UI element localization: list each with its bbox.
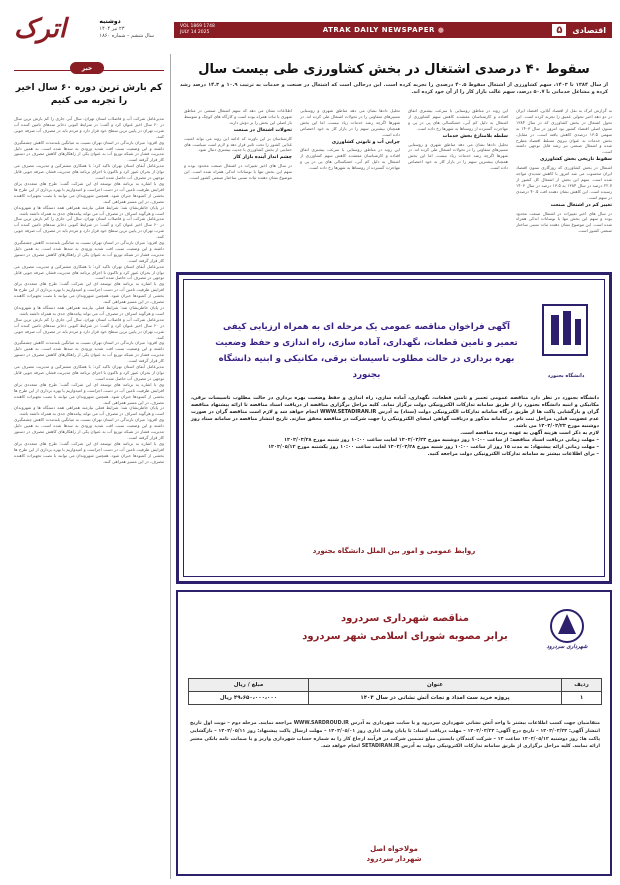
article-column-2: این روند در مناطق روستایی با سرعت بیشتری اتفاق افتاده و کارشناسان معتقدند کاهش سهم کشاورزی از اشتغال به دلیل کم آبی، خشکسالی های پی در پی و مهاجرت گسترده از روستاها به شهرها رخ داده است. سلطه بلامنازع بخش خدمات تحلیل دادها نشان می دهد مناطق شهری و روستایی مسیرهای متفاوتی را در تحولات اشتغال طی کرده اند. در شهرها اگرچه رشد خدمات زیاد نیست، اما این بخش همچنان بیشترین سهم را در بازار کار به خود اختصاص داده است.	[408, 108, 508, 171]
table-header-row	[189, 679, 602, 692]
article-lead: از سال ۱۳۸۴ تا ۱۴۰۳، سهم کشاورزی از اشتغال سقوط ۴۰.۵ درصدی را تجربه کرده است. این درحالی است که اشتغال در صنعت و خدمات به ترتیب ۱۰.۹ و ۱۴.۳ درصد رشد کرده و مشاغل خدماتی با ۵۰.۷ درصد، سهم غالب بازار کار را از آن خود کرده اند.	[180, 82, 608, 95]
table-cell: ۴۹،۶۵۰،۰۰۰،۰۰۰ ریال	[189, 692, 309, 705]
article-column-4: اطلاعات نشان می دهد که سهم اشتغال صنعتی در مناطق شهری با ثبات همراه بوده است و کارگاه های کوچک و متوسط بار اصلی این بخش را بر دوش دارند. تحولات اشتغال در صنعت کارشناسان بر این باورند که ادامه این روند می تواند امنیت غذایی کشور را تحت تاثیر قرار دهد و لازم است سیاست های حمایتی از بخش کشاورزی با جدیت بیشتری دنبال شود. چشم انداز آینده بازار کار در سال های اخیر تغییرات در اشتغال صنعت محدود بوده و سهم این بخش تنها با نوسانات اندکی همراه شده است. این موضوع نشان دهنده ثبات نسبی ساختار صنعتی کشور است.	[184, 108, 292, 181]
brand-name: ATRAK DAILY NEWSPAPER ●	[322, 26, 445, 34]
university-logo-icon	[535, 299, 595, 369]
col-header: عنوان	[309, 679, 562, 692]
article-column-1: به گزارش اترک به نقل از اقتصاد آنلاین، اقتصاد ایران در دو دهه اخیر تحولی عمیق را تجربه کرده است. این تحول اشتغال در بخش کشاورزی که در سال ۱۳۸۴ ستون اصلی اقتصاد کشور بود امروز در سال ۱۴۰۳ به سهمی ۱۳.۵ درصدی کاهش یافته است. در مقابل، بخش خدمات به عنوان نیروی مسلط اقتصاد مطرح شده و اشتغال صنعتی نیز رشد قابل توجهی داشته است. سقوط تاریخی بخش کشاورزی اشتغال در بخش کشاورزی که روزگاری ستون اقتصاد ایران محسوب می شد امروز با کاهش شدیدی مواجه شده است. سهم این بخش از اشتغال کل کشور از ۲۲.۷ درصد در سال ۱۳۸۴ به ۱۳.۵ درصد در سال ۱۴۰۳ رسیده است. این کاهش نشان دهنده افت ۴۰.۵ درصدی در سهم است. تغییر کم در اشتغال صنعت در سال های اخیر تغییرات در اشتغال صنعت محدود بوده و سهم این بخش تنها با نوسانات اندکی همراه شده است. این موضوع نشان دهنده ثبات نسبی ساختار صنعتی کشور است.	[516, 108, 612, 234]
university-tender-ad	[176, 272, 612, 584]
municipality-logo-icon	[532, 604, 602, 666]
article-headline: سقوط ۴۰ درصدی اشتغال در بخش کشاورزی طی بیست سال	[198, 62, 590, 77]
ad1-signature: روابط عمومی و امور بین الملل دانشگاه بجنورد	[312, 547, 476, 555]
date-fa: ۲۳ تیر ۱۴۰۴	[99, 26, 125, 32]
day-name: دوشنبه	[99, 18, 121, 25]
ad1-title: آگهی فراخوان مناقصه عمومی یک مرحله ای به همراه ارزیابی کیفی تعمیر و تامین قطعات، نگهداری، آماده سازی، راه اندازی و حفظ وضعیت بهره برداری در حالت مطلوب تاسیسات برقی، مکانیکی و ابنیه دانشگاه بجنورد	[215, 322, 518, 380]
section-header-bar	[174, 22, 612, 38]
article-column-3: تحلیل دادها نشان می دهد مناطق شهری و روستایی مسیرهای متفاوتی را در تحولات اشتغال طی کرده اند. در شهرها اگرچه رشد خدمات زیاد نیست، اما این بخش همچنان بیشترین سهم را در بازار کار به خود اختصاص داده است. چرایی آب و تابوتی کشاورزی این روند در مناطق روستایی با سرعت بیشتری اتفاق افتاده و کارشناسان معتقدند کاهش سهم کشاورزی از اشتغال به دلیل کم آبی، خشکسالی های پی در پی و مهاجرت گسترده از روستاها به شهرها رخ داده است.	[300, 108, 400, 171]
newspaper-logo: اترک	[14, 14, 67, 44]
section-name: اقتصادی	[572, 25, 606, 35]
subheading: سقوط تاریخی بخش کشاورزی	[539, 157, 612, 163]
column-divider	[170, 54, 171, 879]
subheading: چرایی آب و تابوتی کشاورزی	[331, 139, 400, 145]
ad2-signature: مولاخواه اصل شهردار سردرود	[366, 845, 422, 863]
col-header: ردیف	[562, 679, 602, 692]
issue-date	[99, 18, 154, 40]
date-note: سال ششم – شماره ۱۸۶۰	[99, 33, 154, 39]
municipality-name: شهرداری سردرود	[546, 644, 588, 650]
ad2-title: مناقصه شهرداری سردرود برابر مصوبه شورای اسلامی شهر سردرود	[302, 613, 508, 642]
subheading: سلطه بلامنازع بخش خدمات	[442, 133, 508, 139]
col-header: مبلغ / ریال	[189, 679, 309, 692]
table-row	[189, 692, 602, 705]
university-name: دانشگاه بجنورد	[547, 373, 585, 379]
subheading: تغییر کم در اشتغال صنعت	[550, 202, 612, 208]
page-number: ۵	[552, 24, 566, 36]
masthead-logo	[14, 12, 154, 46]
opinion-body: مدیرعامل شرکت آب و فاضلاب استان تهران، سال آبی جاری را کم بارش ترین سال در ۶۰ سال اخیر عنوان کرد و گفت: در شرایط کنونی ذخایر سدهای تامین کننده آب شرب تهران در پایین ترین سطح خود قرار دارد و مردم باید در مصرف آب صرفه جویی کنند. وی افزود: میزان بارندگی در استان تهران نسبت به میانگین بلندمدت کاهش چشمگیری داشته و این وضعیت سبب افت شدید ورودی به سدها شده است. به همین دلیل مدیریت فشار در شبکه توزیع آب به عنوان یکی از راهکارهای کاهش مصرف در دستور کار قرار گرفته است. مدیرعامل آبفای استان تهران تاکید کرد: با همکاری مشترکین و مدیریت مصرف می توان از بحران عبور کرد و تاکنون با اجرای برنامه های مدیریت فشار، صرفه جویی قابل توجهی در مصرف آب حاصل شده است. وی با اشاره به برنامه های توسعه ای این شرکت گفت: طرح های متعددی برای افزایش ظرفیت تامین آب در دست اجراست و امیدواریم با بهره برداری از این طرح ها بخشی از کمبودها جبران شود. همچنین شهروندان می توانند با نصب تجهیزات کاهنده مصرف، در این مسیر همراهی کنند. در پایان خاطرنشان شد: شرایط فعلی نیازمند همراهی همه دستگاه ها و شهروندان است و هرگونه اسراف در مصرف آب می تواند پیامدهای جدی به همراه داشته باشد. مدیرعامل شرکت آب و فاضلاب استان تهران، سال آبی جاری را کم بارش ترین سال در ۶۰ سال اخیر عنوان کرد و گفت: در شرایط کنونی ذخایر سدهای تامین کننده آب شرب تهران در پایین ترین سطح خود قرار دارد و مردم باید در مصرف آب صرفه جویی کنند. وی افزود: میزان بارندگی در استان تهران نسبت به میانگین بلندمدت کاهش چشمگیری داشته و این وضعیت سبب افت شدید ورودی به سدها شده است. به همین دلیل مدیریت فشار در شبکه توزیع آب به عنوان یکی از راهکارهای کاهش مصرف در دستور کار قرار گرفته است. مدیرعامل آبفای استان تهران تاکید کرد: با همکاری مشترکین و مدیریت مصرف می توان از بحران عبور کرد و تاکنون با اجرای برنامه های مدیریت فشار، صرفه جویی قابل توجهی در مصرف آب حاصل شده است. وی با اشاره به برنامه های توسعه ای این شرکت گفت: طرح های متعددی برای افزایش ظرفیت تامین آب در دست اجراست و امیدواریم با بهره برداری از این طرح ها بخشی از کمبودها جبران شود. همچنین شهروندان می توانند با نصب تجهیزات کاهنده مصرف، در این مسیر همراهی کنند. در پایان خاطرنشان شد: شرایط فعلی نیازمند همراهی همه دستگاه ها و شهروندان است و هرگونه اسراف در مصرف آب می تواند پیامدهای جدی به همراه داشته باشد. مدیرعامل شرکت آب و فاضلاب استان تهران، سال آبی جاری را کم بارش ترین سال در ۶۰ سال اخیر عنوان کرد و گفت: در شرایط کنونی ذخایر سدهای تامین کننده آب شرب تهران در پایین ترین سطح خود قرار دارد و مردم باید در مصرف آب صرفه جویی کنند. وی افزود: میزان بارندگی در استان تهران نسبت به میانگین بلندمدت کاهش چشمگیری داشته و این وضعیت سبب افت شدید ورودی به سدها شده است. به همین دلیل مدیریت فشار در شبکه توزیع آب به عنوان یکی از راهکارهای کاهش مصرف در دستور کار قرار گرفته است. مدیرعامل آبفای استان تهران تاکید کرد: با همکاری مشترکین و مدیریت مصرف می توان از بحران عبور کرد و تاکنون با اجرای برنامه های مدیریت فشار، صرفه جویی قابل توجهی در مصرف آب حاصل شده است. وی با اشاره به برنامه های توسعه ای این شرکت گفت: طرح های متعددی برای افزایش ظرفیت تامین آب در دست اجراست و امیدواریم با بهره برداری از این طرح ها بخشی از کمبودها جبران شود. همچنین شهروندان می توانند با نصب تجهیزات کاهنده مصرف، در این مسیر همراهی کنند. در پایان خاطرنشان شد: شرایط فعلی نیازمند همراهی همه دستگاه ها و شهروندان است و هرگونه اسراف در مصرف آب می تواند پیامدهای جدی به همراه داشته باشد. وی افزود: میزان بارندگی در استان تهران نسبت به میانگین بلندمدت کاهش چشمگیری داشته و این وضعیت سبب افت شدید ورودی به سدها شده است. به همین دلیل مدیریت فشار در شبکه توزیع آب به عنوان یکی از راهکارهای کاهش مصرف در دستور کار قرار گرفته است. وی با اشاره به برنامه های توسعه ای این شرکت گفت: طرح های متعددی برای افزایش ظرفیت تامین آب در دست اجراست و امیدواریم با بهره برداری از این طرح ها بخشی از کمبودها جبران شود. همچنین شهروندان می توانند با نصب تجهیزات کاهنده مصرف، در این مسیر همراهی کنند.	[14, 116, 164, 464]
ad1-body: دانشگاه بجنورد در نظر دارد مناقصه عمومی تعمیر و تامین قطعات، نگهداری، آماده سازی، راه اندازی و حفظ وضعیت بهره برداری در حالت مطلوب تاسیسات برقی، مکانیکی و ابنیه دانشگاه بجنورد را از طریق سامانه تدارکات الکترونیکی دولت برگزار نماید. کلیه مراحل برگزاری مناقصه از دریافت اسناد مناقصه تا ارائه پیشنهاد مناقصه گران و بازگشایی پاکت ها از طریق درگاه سامانه تدارکات الکترونیکی دولت (ستاد) به آدرس WWW.SETADIRAN.IR انجام خواهد شد و لازم است مناقصه گران در صورت عدم عضویت قبلی، مراحل ثبت نام در سامانه مذکور و دریافت گواهی امضای الکترونیکی را جهت شرکت در مناقصه محقق سازند. تاریخ انتشار مناقصه در سامانه ستاد روز دوشنبه مورخ ۱۴۰۴/۰۴/۲۳ می باشد. لازم به ذکر است هزینه آگهی به عهده برنده مناقصه است. – مهلت زمانی دریافت اسناد مناقصه: از ساعت ۱۰:۰۰ روز دوشنبه مورخ ۱۴۰۴/۰۴/۲۳ لغایت ساعت ۱۰:۰۰ روز شنبه مورخ ۱۴۰۴/۰۴/۲۸ – مهلت زمانی ارائه پیشنهاد: به مدت ۱۵ روز از ساعت ۱۰:۰۰ روز شنبه مورخ ۱۴۰۴/۰۴/۲۸ لغایت ساعت ۱۰:۰۰ روز یکشنبه مورخ ۱۴۰۴/۰۵/۱۲ – برای اطلاعات بیشتر به سامانه تدارکات الکترونیکی دولت مراجعه کنید.	[191, 395, 599, 457]
subheading: تحولات اشتغال در صنعت	[233, 127, 292, 133]
table-cell: پروژه خرید ست امداد و نجات آتش نشانی در سال ۱۴۰۴	[309, 692, 562, 705]
section-label	[552, 24, 606, 36]
volume-info: VOL 1869 1748 JULY 14 2025	[180, 24, 215, 35]
table-cell: ۱	[562, 692, 602, 705]
subheading: چشم انداز آینده بازار کار	[233, 155, 292, 161]
opinion-tag: خبر	[70, 62, 104, 74]
tender-table	[188, 678, 602, 705]
ad2-body: متقاضیان جهت کسب اطلاعات بیشتر با واحد آتش نشانی شهرداری سردرود و یا سایت شهرداری به آدرس WWW.SARDROUD.IR مراجعه نمایند. مرحله دوم – نوبت اول تاریخ انتشار آگهی: ۱۴۰۴/۰۴/۲۳ – تاریخ درج آگهی: ۱۴۰۴/۰۴/۲۴ – مهلت دریافت اسناد: تا پایان وقت اداری روز ۱۴۰۴/۰۵/۰۱ – مهلت ارسال پاکت پیشنهاد: روز ۱۴۰۴/۰۵/۱۱ – بازگشایی پاکت ها: روز دوشنبه ۱۴۰۴/۰۵/۱۲ ساعت ۱۴ – شرکت کنندگان بایستی مبلغ تضمین شرکت در فرآیند ارجاع کار را به شماره حساب شهرداری واریز و یا ضمانت نامه بانکی معتبر ارائه نمایند. کلیه مراحل برگزاری از طریق سامانه تدارکات الکترونیکی دولت به آدرس SETADIRAN.IR انجام خواهد شد.	[190, 721, 600, 750]
opinion-title: کم بارش ترین دوره ۶۰ سال اخیر را تجربه می کنیم	[15, 83, 163, 106]
municipality-tender-ad	[176, 590, 612, 876]
